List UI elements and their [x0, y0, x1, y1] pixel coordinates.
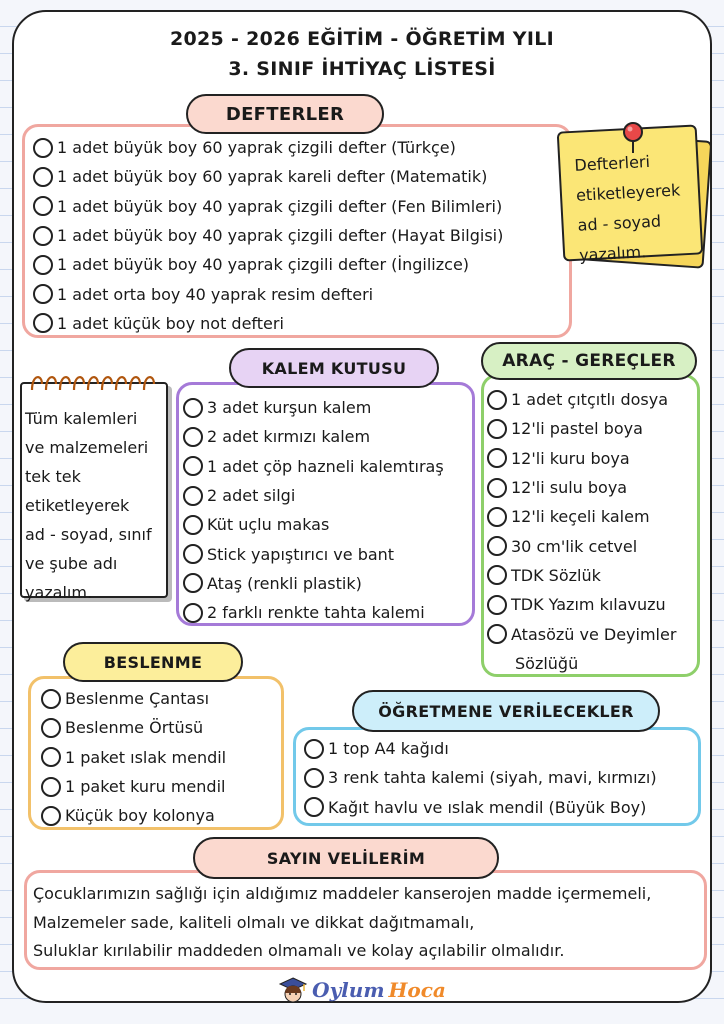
arac-gerecler-list — [487, 385, 697, 678]
checklist-item[interactable]: 3 adet kurşun kalem — [183, 393, 472, 422]
checkbox-circle[interactable] — [183, 573, 203, 593]
checklist-item-continuation: Sözlüğü — [515, 653, 579, 673]
checkbox-circle[interactable] — [304, 797, 324, 817]
checklist-item[interactable]: Beslenme Örtüsü — [41, 713, 281, 742]
checkbox-circle[interactable] — [183, 456, 203, 476]
checklist-item[interactable]: Stick yapıştırıcı ve bant — [183, 539, 472, 568]
page-title — [0, 24, 724, 84]
checkbox-circle[interactable] — [33, 226, 53, 246]
checklist-item[interactable]: 1 adet büyük boy 60 yaprak çizgili defter (Türkçe) — [33, 133, 569, 162]
checkbox-circle[interactable] — [183, 603, 203, 623]
checkbox-circle[interactable] — [487, 478, 507, 498]
sticky-note — [560, 128, 708, 266]
checkbox-circle[interactable] — [487, 419, 507, 439]
checklist-item[interactable]: 1 adet büyük boy 40 yaprak çizgili defter (Hayat Bilgisi) — [33, 221, 569, 250]
checkbox-circle[interactable] — [33, 138, 53, 158]
checklist-item[interactable]: 1 adet büyük boy 40 yaprak çizgili defter (İngilizce) — [33, 250, 569, 279]
sticky-note-text: Defterleri etiketleyerek ad - soyad yazalım. — [573, 151, 681, 265]
checklist-item[interactable]: Küçük boy kolonya — [41, 801, 281, 830]
checkbox-circle[interactable] — [183, 515, 203, 535]
beslenme-list — [41, 684, 281, 830]
checkbox-circle[interactable] — [487, 565, 507, 585]
ogretmene-title: ÖĞRETMENE VERİLECEKLER — [352, 690, 660, 732]
checklist-item[interactable]: 1 adet çöp hazneli kalemtıraş — [183, 452, 472, 481]
checkbox-circle[interactable] — [33, 255, 53, 275]
checklist-item[interactable]: 12'li keçeli kalem — [487, 502, 697, 531]
checklist-item[interactable]: 12'li pastel boya — [487, 414, 697, 443]
checklist-item[interactable]: TDK Yazım kılavuzu — [487, 590, 697, 619]
checkbox-circle[interactable] — [487, 507, 507, 527]
checkbox-circle[interactable] — [183, 398, 203, 418]
checklist-item[interactable]: TDK Sözlük — [487, 561, 697, 590]
checkbox-circle[interactable] — [487, 390, 507, 410]
kalem-kutusu-list — [183, 393, 472, 627]
checkbox-circle[interactable] — [304, 739, 324, 759]
velilerim-box — [24, 870, 707, 970]
checklist-item[interactable]: 12'li sulu boya — [487, 473, 697, 502]
checklist-item[interactable]: 1 adet büyük boy 60 yaprak kareli defter (Matematik) — [33, 162, 569, 191]
beslenme-title: BESLENME — [63, 642, 243, 682]
checklist-item[interactable]: 2 farklı renkte tahta kalemi — [183, 598, 472, 627]
checklist-item[interactable]: Kağıt havlu ve ıslak mendil (Büyük Boy) — [304, 793, 698, 822]
checkbox-circle[interactable] — [183, 544, 203, 564]
checkbox-circle[interactable] — [41, 806, 61, 826]
notepad-text: Tüm kalemleri ve malzemeleri tek tek etiketleyerek ad - soyad, sınıf ve şube adı yazalım. — [25, 409, 152, 602]
pushpin-icon — [620, 122, 646, 154]
graduate-avatar-icon — [278, 975, 308, 1005]
checklist-item[interactable]: 1 adet çıtçıtlı dosya — [487, 385, 697, 414]
arac-gerecler-box — [481, 374, 700, 677]
ogretmene-list — [304, 734, 698, 822]
checklist-item[interactable]: 1 adet büyük boy 40 yaprak çizgili defter (Fen Bilimleri) — [33, 192, 569, 221]
kalem-kutusu-box — [176, 382, 475, 626]
brand-logo — [278, 975, 446, 1005]
spiral-binding-icon — [20, 370, 168, 392]
brand-name-part2: Hoca — [388, 978, 446, 1002]
checklist-item[interactable]: 2 adet kırmızı kalem — [183, 422, 472, 451]
arac-gerecler-title: ARAÇ - GEREÇLER — [481, 342, 697, 380]
checkbox-circle[interactable] — [487, 595, 507, 615]
defterler-list — [33, 133, 569, 338]
beslenme-box — [28, 676, 284, 830]
checkbox-circle[interactable] — [33, 284, 53, 304]
checklist-item[interactable]: 1 adet küçük boy not defteri — [33, 309, 569, 338]
checkbox-circle[interactable] — [33, 196, 53, 216]
checklist-item[interactable]: 1 paket ıslak mendil — [41, 743, 281, 772]
checkbox-circle[interactable] — [183, 486, 203, 506]
defterler-box — [22, 124, 572, 338]
checklist-item[interactable]: 2 adet silgi — [183, 481, 472, 510]
checklist-item[interactable]: Ataş (renkli plastik) — [183, 569, 472, 598]
checkbox-circle[interactable] — [41, 718, 61, 738]
checklist-item[interactable]: 12'li kuru boya — [487, 444, 697, 473]
checkbox-circle[interactable] — [33, 313, 53, 333]
title-line-1: 2025 - 2026 EĞİTİM - ÖĞRETİM YILI — [170, 28, 554, 50]
checkbox-circle[interactable] — [41, 747, 61, 767]
checkbox-circle[interactable] — [33, 167, 53, 187]
checkbox-circle[interactable] — [183, 427, 203, 447]
checkbox-circle[interactable] — [304, 768, 324, 788]
checkbox-circle[interactable] — [487, 536, 507, 556]
ogretmene-box — [293, 727, 701, 826]
checkbox-circle[interactable] — [487, 624, 507, 644]
checklist-item[interactable]: 30 cm'lik cetvel — [487, 531, 697, 560]
checklist-item[interactable]: 3 renk tahta kalemi (siyah, mavi, kırmızı) — [304, 763, 698, 792]
defterler-title: DEFTERLER — [186, 94, 384, 134]
checklist-item[interactable]: 1 paket kuru mendil — [41, 772, 281, 801]
brand-name-part1: Oylum — [312, 978, 385, 1002]
footer-brand — [0, 975, 724, 1009]
checkbox-circle[interactable] — [41, 777, 61, 797]
velilerim-text: Çocuklarımızın sağlığı için aldığımız maddeler kanserojen madde içermemeli, Malzemeler sade, kaliteli olmalı ve dikkat dağıtmamalı, Suluklar kırılabilir maddeden olmamalı ve kolay açılabilir olmalıdır. — [33, 884, 652, 960]
notepad — [20, 382, 172, 602]
velilerim-title: SAYIN VELİLERİM — [193, 837, 499, 879]
checklist-item[interactable]: Atasözü ve Deyimler — [487, 619, 697, 648]
checklist-item[interactable]: 1 adet orta boy 40 yaprak resim defteri — [33, 279, 569, 308]
kalem-kutusu-title: KALEM KUTUSU — [229, 348, 439, 388]
checklist-item[interactable]: 1 top A4 kağıdı — [304, 734, 698, 763]
title-line-2: 3. SINIF İHTİYAÇ LİSTESİ — [228, 58, 496, 80]
checkbox-circle[interactable] — [41, 689, 61, 709]
checklist-item[interactable]: Küt uçlu makas — [183, 510, 472, 539]
checklist-item[interactable]: Beslenme Çantası — [41, 684, 281, 713]
checkbox-circle[interactable] — [487, 448, 507, 468]
